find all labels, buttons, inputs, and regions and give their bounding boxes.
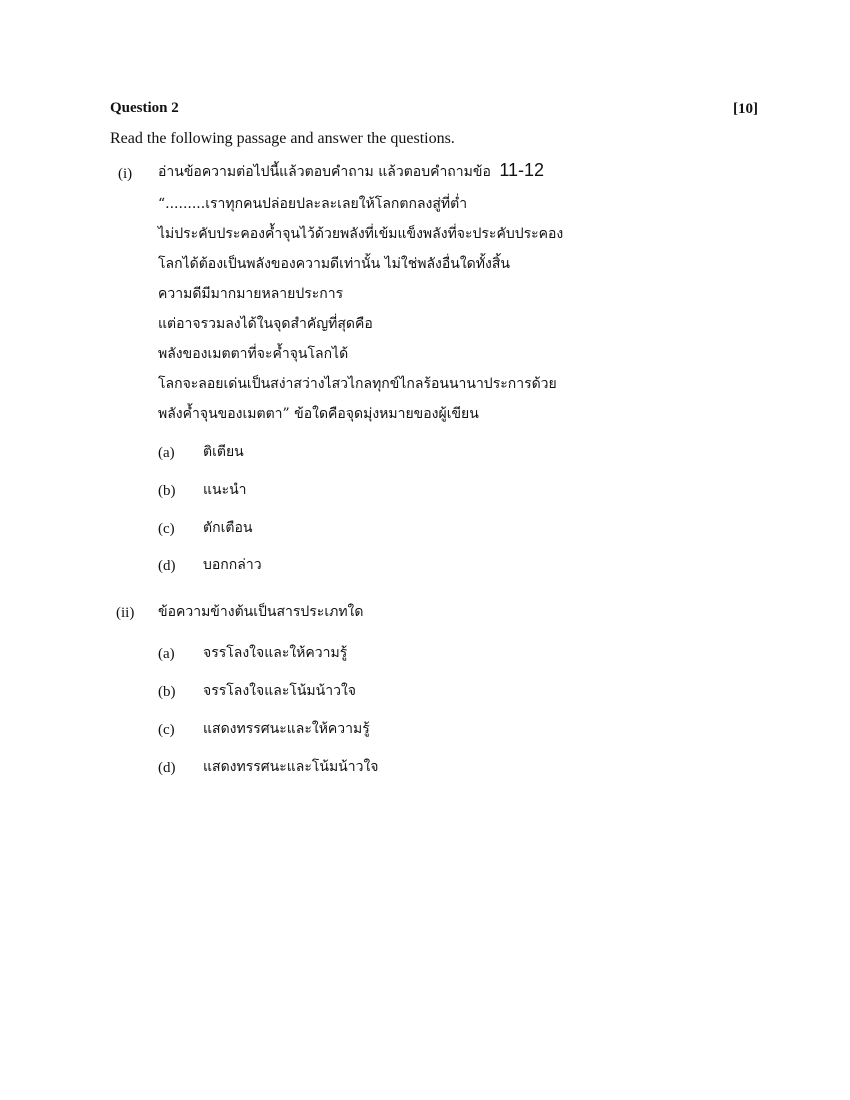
option-text: บอกกล่าว [203, 557, 262, 573]
option-text: จรรโลงใจและโน้มน้าวใจ [203, 683, 356, 699]
option-text: ตักเตือน [203, 520, 253, 536]
option-letter: (a) [158, 646, 175, 662]
passage-line: โลกได้ต้องเป็นพลังของความดีเท่านั้น ไม่ใช่พลังอื่นใดทั้งสิ้น [158, 256, 510, 272]
option-letter: (d) [158, 558, 176, 574]
option-letter: (b) [158, 483, 176, 499]
passage-line: “.........เราทุกคนปล่อยปละละเลยให้โลกตกลงสู่ที่ต่ำ [158, 196, 468, 212]
part-i-prompt-text: อ่านข้อความต่อไปนี้แล้วตอบคำถาม แล้วตอบคำถามข้อ [158, 164, 491, 180]
option-letter: (c) [158, 722, 175, 738]
option-letter: (b) [158, 684, 176, 700]
part-i-prompt-numbers: 11-12 [499, 160, 545, 180]
passage-line: โลกจะลอยเด่นเป็นสง่าสว่างไสวไกลทุกข์ไกลร้อนนานาประการด้วย [158, 376, 557, 392]
part-i-prompt [158, 160, 544, 183]
part-ii-label: (ii) [116, 605, 135, 621]
passage-line: พลังค้ำจุนของเมตตา” ข้อใดคือจุดมุ่งหมายของผู้เขียน [158, 406, 479, 422]
passage-line: แต่อาจรวมลงได้ในจุดสำคัญที่สุดคือ [158, 316, 373, 332]
passage-line: ความดีมีมากมายหลายประการ [158, 286, 344, 302]
question-marks: [10] [733, 101, 758, 117]
option-text: จรรโลงใจและให้ความรู้ [203, 645, 348, 661]
passage-line: พลังของเมตตาที่จะค้ำจุนโลกได้ [158, 346, 349, 362]
passage-line: ไม่ประคับประคองค้ำจุนไว้ด้วยพลังที่เข้มแข็งพลังที่จะประคับประคอง [158, 226, 564, 242]
option-letter: (c) [158, 521, 175, 537]
option-letter: (a) [158, 445, 175, 461]
part-ii-prompt: ข้อความข้างต้นเป็นสารประเภทใด [158, 604, 364, 620]
option-letter: (d) [158, 760, 176, 776]
option-text: แสดงทรรศนะและโน้มน้าวใจ [203, 759, 379, 775]
instruction-text: Read the following passage and answer the questions. [110, 130, 455, 147]
question-title: Question 2 [110, 100, 179, 116]
option-text: แนะนำ [203, 482, 247, 498]
part-i-label: (i) [118, 166, 133, 182]
option-text: ติเตียน [203, 444, 244, 460]
option-text: แสดงทรรศนะและให้ความรู้ [203, 721, 370, 737]
